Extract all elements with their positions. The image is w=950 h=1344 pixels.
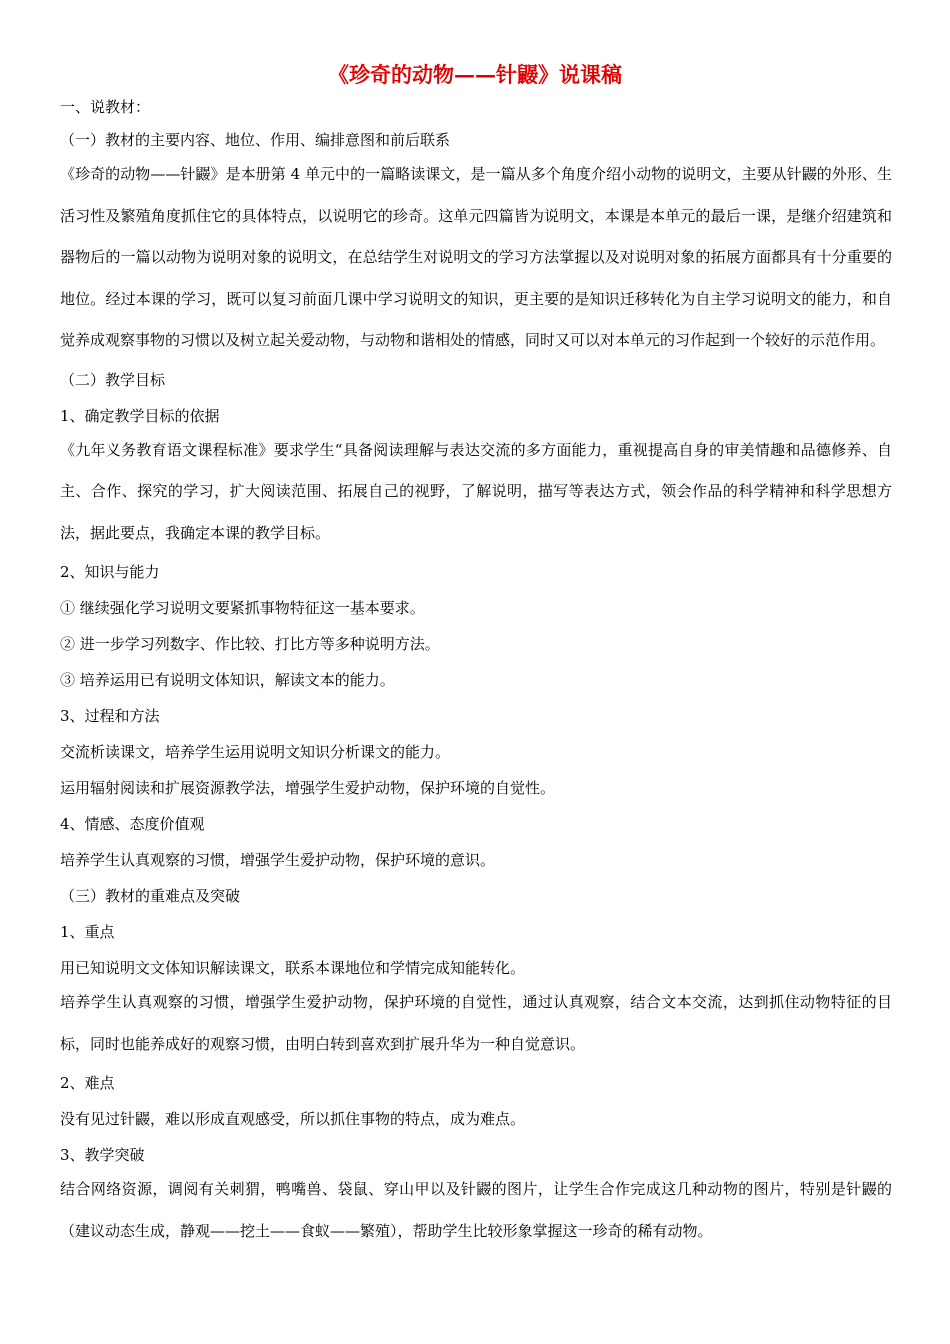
text-difficulty: 没有见过针鼹，难以形成直观感受，所以抓住事物的特点，成为难点。 — [60, 1110, 526, 1128]
heading-key-point: 1、重点 — [60, 923, 115, 941]
list-item-3: ③ 培养运用已有说明文体知识，解读文本的能力。 — [60, 671, 395, 689]
subsection-heading-materials: （一）教材的主要内容、地位、作用、编排意图和前后联系 — [60, 131, 451, 149]
document-body — [60, 92, 892, 1252]
subsection-heading-goals: （二）教学目标 — [60, 370, 166, 389]
paragraph-breakthrough: 结合网络资源，调阅有关刺猬，鸭嘴兽、袋鼠、穿山甲以及针鼹的图片，让学生合作完成这几种动物的图片，特别是针鼹的（建议动态生成，静观——挖土——食蚁——繁殖），帮助学生比较形象掌握这一珍奇的稀有动物。 — [60, 1180, 892, 1240]
text-process-1: 交流析读课文，培养学生运用说明文知识分析课文的能力。 — [60, 743, 451, 761]
list-item-2: ② 进一步学习列数字、作比较、打比方等多种说明方法。 — [60, 635, 440, 653]
text-emotion: 培养学生认真观察的习惯，增强学生爱护动物，保护环境的意识。 — [60, 851, 496, 869]
heading-knowledge-ability: 2、知识与能力 — [60, 563, 160, 581]
paragraph-goal-basis: 《九年义务教育语文课程标准》要求学生“具备阅读理解与表达交流的多方面能力，重视提高自身的审美情趣和品德修养、自主、合作、探究的学习，扩大阅读范围、拓展自己的视野，了解说明，描写等表达方式，领会作品的科学精神和科学思想方法，据此要点，我确定本课的教学目标。 — [60, 440, 892, 542]
heading-breakthrough: 3、教学突破 — [60, 1146, 145, 1164]
document-title: 《珍奇的动物——针鼹》说课稿 — [328, 62, 622, 87]
heading-process-method: 3、过程和方法 — [60, 707, 160, 725]
paragraph-key-point-2: 培养学生认真观察的习惯，增强学生爱护动物，保护环境的自觉性，通过认真观察，结合文本交流，达到抓住动物特征的目标，同时也能养成好的观察习惯，由明白转到喜欢到扩展升华为一种自觉意识。 — [60, 993, 892, 1053]
heading-goal-basis: 1、确定教学目标的依据 — [60, 406, 220, 425]
paragraph-materials: 《珍奇的动物——针鼹》是本册第 4 单元中的一篇略读课文，是一篇从多个角度介绍小动物的说明文，主要从针鼹的外形、生活习性及繁殖角度抓住它的具体特点，以说明它的珍奇。这单元四篇皆为说明文，本课是本单元的最后一课，是继介绍建筑和器物后的一篇以动物为说明对象的说明文，在总结学生对说明文的学习方法掌握以及对说明对象的拓展方面都具有十分重要的地位。经过本课的学习，既可以复习前面几课中学习说明文的知识，更主要的是知识迁移转化为自主学习说明文的能力，和自觉养成观察事物的习惯以及树立起关爱动物，与动物和谐相处的情感，同时又可以对本单元的习作起到一个较好的示范作用。 — [60, 165, 892, 349]
list-item-1: ① 继续强化学习说明文要紧抓事物特征这一基本要求。 — [60, 599, 425, 617]
text-process-2: 运用辐射阅读和扩展资源教学法，增强学生爱护动物，保护环境的自觉性。 — [60, 779, 556, 797]
subsection-heading-key-points: （三）教材的重难点及突破 — [60, 887, 241, 905]
heading-difficulty: 2、难点 — [60, 1074, 115, 1092]
text-key-point-1: 用已知说明文文体知识解读课文，联系本课地位和学情完成知能转化。 — [60, 959, 526, 977]
heading-emotion-values: 4、情感、态度价值观 — [60, 815, 205, 833]
section-heading-1: 一、说教材： — [60, 98, 151, 116]
